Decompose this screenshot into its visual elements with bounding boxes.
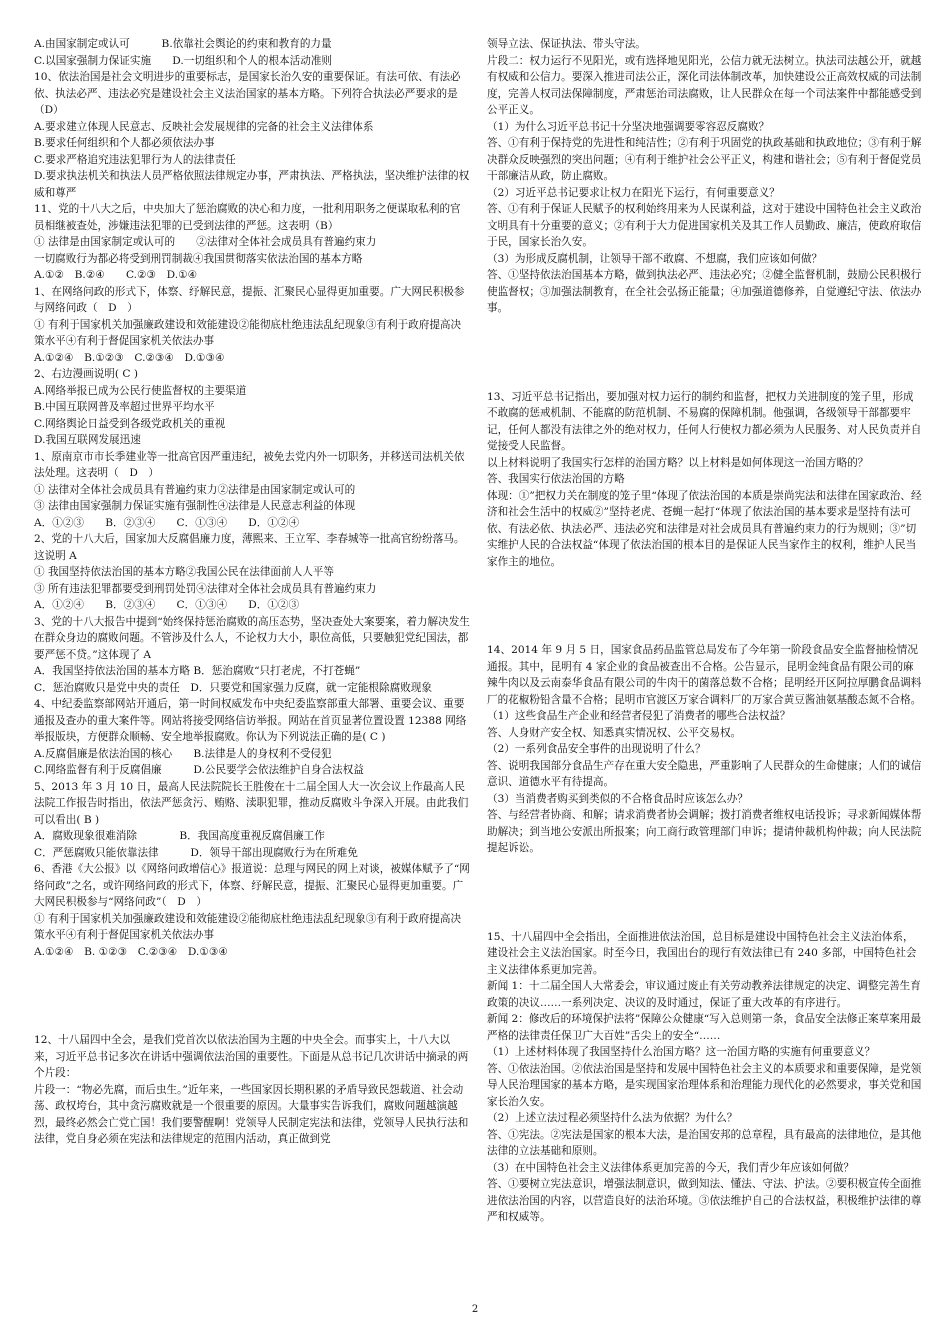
text-line: 15、十八届四中全会指出，全面推进依法治国，总目标是建设中国特色社会主义法治体系，建设社会主义法治国家。时至今日，我国出台的现行有效法律已有 240 多部，中国特色社会主义法律体系更加完善。 bbox=[487, 930, 917, 976]
text-line: （3）在中国特色社会主义法律体系更加完善的今天，我们青少年应该如何做？ bbox=[487, 1161, 854, 1174]
text-line: A.由国家制定或认可 B.依靠社会舆论的约束和教育的力量 bbox=[34, 38, 332, 50]
text-line: A．腐败现象很难消除 B．我国高度重视反腐倡廉工作 bbox=[34, 830, 325, 842]
text-line: （1）上述材料体现了我国坚持什么治国方略？这一治国方略的实施有何重要意义？ bbox=[487, 1046, 876, 1058]
text-line: 答、人身财产安全权、知悉真实情况权、公平交易权。 bbox=[487, 726, 742, 739]
text-line: A.网络举报已成为公民行使监督权的主要渠道 bbox=[34, 384, 247, 397]
text-line: 答、①有利于保持党的先进性和纯洁性；②有利于巩固党的执政基础和执政地位；③有利于解决群众反映强烈的突出问题；④有利于维护社会公平正义，构建和谐社会；⑤有利于督促党员干部廉洁从政，防止腐败。 bbox=[487, 137, 922, 182]
text-line: A.①②④ B. ①②③ C.②③④ D.①③④ bbox=[34, 945, 228, 958]
text-line: A.①② B.②④ C.②③ D.①④ bbox=[34, 269, 198, 281]
text-line: （2）一系列食品安全事件的出现说明了什么？ bbox=[487, 743, 706, 755]
text-line: A.要求建立体现人民意志、反映社会发展规律的完备的社会主义法律体系 bbox=[34, 120, 374, 133]
text-line: 答、①依法治国。②依法治国是坚持和发展中国特色社会主义的本质要求和重要保障，是党领导人民治理国家的基本方略，是实现国家治理体系和治理能力现代化的必然要求，事关党和国家长治久安。 bbox=[487, 1062, 922, 1108]
text-line: 1、原南京市市长季建业等一批高官因严重违纪，被免去党内外一切职务，并移送司法机关依法处理。这表明（ D ） bbox=[34, 450, 465, 479]
text-line: 新闻 1：十二届全国人大常委会，审议通过废止有关劳动教养法律规定的决定、调整完善生育政策的决议……一系列决定、决议的及时通过，保证了重大改革的有序进行。 bbox=[487, 980, 921, 1009]
text-line: 答、①要树立宪法意识，增强法制意识，做到知法、懂法、守法、护法。②要积极宣传全面推进依法治国的内容，以营造良好的法治环境。③依法维护自己的合法权益，积极维护法律的尊严和权威等。 bbox=[487, 1178, 922, 1223]
text-line: 2、右边漫画说明( C ) bbox=[34, 368, 139, 380]
text-line: 6、香港《大公报》以《网络问政增信心》报道说：总理与网民的网上对谈，被媒体赋予了“网络问政”之名，或许网络问政的形式下，体察、纾解民意，提振、汇聚民心显得更加重要。广大网民积极参与“网络问政”（ D ） bbox=[34, 863, 470, 908]
text-line: 以上材料说明了我国实行怎样的治国方略？以上材料是如何体现这一治国方略的？ bbox=[487, 456, 869, 469]
text-line: ① 有利于国家机关加强廉政建设和效能建设②能彻底杜绝违法乱纪现象③有利于政府提高决策水平④有利于督促国家机关依法办事 bbox=[34, 318, 462, 347]
text-line: 答、我国实行依法治国的方略 bbox=[487, 473, 625, 485]
text-line: C．惩治腐败只是党中央的责任 D．只要党和国家强力反腐，就一定能根除腐败现象 bbox=[34, 681, 432, 694]
text-line: A.反腐倡廉是依法治国的核心 B.法律是人的身权利不受侵犯 bbox=[34, 747, 332, 760]
text-line: （3）当消费者购买到类似的不合格食品时应该怎么办？ bbox=[487, 792, 748, 805]
text-line: A．①②④ B．②③④ C．①③④ D．①②③ bbox=[34, 599, 300, 611]
text-line: D.要求执法机关和执法人员严格依照法律规定办事，严肃执法、严格执法，坚决维护法律的权威和尊严 bbox=[34, 170, 470, 199]
text-line: 5、2013 年 3 月 10 日，最高人民法院院长王胜俊在十二届全国人大一次会议上作最高人民法院工作报告时指出，依法严惩贪污、贿赂、渎职犯罪，推动反腐败斗争深入开展。由此我们可以看出( B ) bbox=[34, 780, 469, 826]
text-line: 4、中纪委监察部网站开通后，第一时间权威发布中央纪委监察部重大部署、重要会议、重要通报及查办的重大案件等。网站将接受网络信访举报。网站在首页显著位置设置 12388 网络举报版块，方便群众顺畅、安全地举报腐败。你认为下列说法正确的是( C ) bbox=[34, 698, 467, 743]
section-gap bbox=[487, 317, 923, 389]
text-line: ① 法律对全体社会成员具有普遍约束力②法律是由国家制定或认可的 bbox=[34, 483, 356, 496]
text-line: 答、①坚持依法治国基本方略，做到执法必严、违法必究；②健全监督机制，鼓励公民积极行使监督权；③加强法制教育，在全社会弘扬正能量；④加强道德修养，自觉遵纪守法、依法办事。 bbox=[487, 269, 922, 314]
left-column bbox=[34, 36, 470, 1148]
section-gap bbox=[487, 570, 923, 642]
text-line: 领导立法、保证执法、带头守法。 bbox=[487, 38, 646, 50]
text-line: C.网络监督有利于反腐倡廉 D.公民要学会依法维护自身合法权益 bbox=[34, 764, 364, 776]
text-line: 答、①宪法。②宪法是国家的根本大法，是治国安邦的总章程，具有最高的法律地位，是其他法律的立法基础和原则。 bbox=[487, 1128, 922, 1157]
text-line: 14、2014 年 9 月 5 日，国家食品药品监管总局发布了今年第一阶段食品安全监督抽检情况通报。其中，昆明有 4 家企业的食品被查出不合格。公告显示，昆明金纯食品有限公司的麻辣牛肉以及云南泰华食品有限公司的牛肉干的菌落总数不合格；昆明经开区阿拉厚鹏食品调料厂的花椒粉铅含量不合格；昆明市官渡区万家合调料厂的万家合黄豆酱油氨基酸态氮不合格。 bbox=[487, 644, 922, 706]
page-number: 2 bbox=[471, 1304, 479, 1315]
text-line: ① 有利于国家机关加强廉政建设和效能建设②能彻底杜绝违法乱纪现象③有利于政府提高决策水平④有利于督促国家机关依法办事 bbox=[34, 912, 462, 941]
text-line: 片段二：权力运行不见阳光，或有选择地见阳光，公信力就无法树立。执法司法越公开，就越有权威和公信力。要深入推进司法公正，深化司法体制改革，加快建设公正高效权威的司法制度，完善人权司法保障制度，严肃惩治司法腐败，让人民群众在每一个司法案件中都能感受到公平正义。 bbox=[487, 54, 922, 116]
text-line: 12、十八届四中全会，是我们党首次以依法治国为主题的中央全会。而事实上，十八大以来，习近平总书记多次在讲话中强调依法治国的重要性。下面是从总书记几次讲话中摘录的两个片段： bbox=[34, 1034, 469, 1079]
text-line: 2、党的十八大后，国家加大反腐倡廉力度，薄熙来、王立军、李春城等一批高官纷纷落马。这说明 A bbox=[34, 533, 465, 562]
text-line: C.网络舆论日益受到各级党政机关的重视 bbox=[34, 417, 226, 430]
text-line: 13、习近平总书记指出，要加强对权力运行的制约和监督，把权力关进制度的笼子里，形成不敢腐的惩戒机制、不能腐的防范机制、不易腐的保障机制。他强调，各级领导干部都要牢记，任何人都没有法律之外的绝对权力，任何人行使权力都必须为人民服务、对人民负责并自觉接受人民监督。 bbox=[487, 390, 922, 452]
text-line: ③ 所有违法犯罪都要受到刑罚处罚④法律对全体社会成员具有普遍约束力 bbox=[34, 582, 377, 595]
text-line: 10、依法治国是社会文明进步的重要标志，是国家长治久安的重要保证。有法可依、有法必依、执法必严、违法必究是建设社会主义法治国家的基本方略。下列符合执法必严要求的是（D） bbox=[34, 71, 461, 116]
text-line: B.要求任何组织和个人都必须依法办事 bbox=[34, 137, 215, 149]
text-line: 答、说明我国部分食品生产存在重大安全隐患，严重影响了人民群众的生命健康；人们的诚信意识、道德水平有待提高。 bbox=[487, 759, 922, 788]
right-column bbox=[487, 36, 923, 1226]
text-line: 3、党的十八大报告中提到“始终保持惩治腐败的高压态势，坚决查处大案要案，着力解决发生在群众身边的腐败问题。不管涉及什么人，不论权力大小，职位高低，只要触犯党纪国法，都要严惩不贷。”这体现了 A bbox=[34, 615, 470, 661]
text-line: 一切腐败行为都必将受到刑罚制裁④我国贯彻落实依法治国的基本方略 bbox=[34, 252, 363, 265]
text-line: A．①②③ B．②③④ C．①③④ D．①②④ bbox=[34, 516, 300, 529]
text-line: 体现：①”把权力关在制度的笼子里“体现了依法治国的本质是崇尚宪法和法律在国家政治、经济和社会生活中的权威②”坚持老虎、苍蝇一起打“体现了依法治国的基本要求是坚持有法可依、有法必依、执法必严、违法必究和法律是对社会成员具有普遍约束力的行为规则；③”切实维护人民的合法权益“体现了依法治国的根本目的是保证人民当家作主的权利，维护人民当家作主的地位。 bbox=[487, 489, 922, 568]
text-line: ③ 法律由国家强制力保证实施有强制性④法律是人民意志利益的体现 bbox=[34, 500, 356, 512]
text-line: C.要求严格追究违法犯罪行为人的法律责任 bbox=[34, 153, 236, 166]
text-line: 11、党的十八大之后，中央加大了惩治腐败的决心和力度，一批利用职务之便谋取私利的官员相继被查处，涉嫌违法犯罪的已受到法律的严惩。这表明（B） bbox=[34, 203, 461, 232]
section-gap bbox=[34, 960, 470, 1032]
text-line: （2）上述立法过程必须坚持什么法为依据？为什么？ bbox=[487, 1112, 738, 1124]
text-line: 片段一：“物必先腐，而后虫生。”近年来，一些国家因长期积累的矛盾导致民怨载道、社会动荡、政权垮台，其中贪污腐败就是一个很重要的原因。大量事实告诉我们，腐败问题越演越烈，最终必然会亡党亡国！我们要警醒啊！党领导人民制定宪法和法律，党领导人民执行法和法律，党自身必须在宪法和法律规定的范围内活动，真正做到党 bbox=[34, 1083, 469, 1145]
text-line: （3）为形成反腐机制，让领导干部不敢腐、不想腐，我们应该如何做？ bbox=[487, 252, 823, 265]
section-gap bbox=[487, 857, 923, 929]
text-line: A．我国坚持依法治国的基本方略 B．惩治腐败“只打老虎，不打苍蝇” bbox=[34, 665, 361, 677]
text-line: 新闻 2：修改后的环境保护法将”保障公众健康“写入总则第一条，食品安全法修正案草案用最严格的法律责任保卫广大百姓”舌尖上的安全“…… bbox=[487, 1013, 922, 1042]
text-line: 答、与经营者协商、和解；请求消费者协会调解；拨打消费者维权电话投诉；寻求新闻媒体帮助解决；到当地公安派出所报案；向工商行政管理部门申诉；提请仲裁机构仲裁；向人民法院提起诉讼。 bbox=[487, 809, 922, 854]
text-line: （1）这些食品生产企业和经营者侵犯了消费者的哪些合法权益？ bbox=[487, 710, 791, 722]
text-line: D.我国互联网发展迅速 bbox=[34, 434, 141, 446]
text-line: C．严惩腐败只能依靠法律 D．领导干部出现腐败行为在所难免 bbox=[34, 846, 358, 859]
text-line: 1、在网络问政的形式下，体察、纾解民意，提振、汇聚民心显得更加重要。广大网民积极参与网络问政（ D ） bbox=[34, 285, 465, 314]
text-line: A.①②④ B.①②③ C.②③④ D.①③④ bbox=[34, 351, 225, 364]
text-line: C.以国家强制力保证实施 D.一切组织和个人的根本活动准则 bbox=[34, 54, 333, 67]
text-line: B.中国互联网普及率超过世界平均水平 bbox=[34, 401, 215, 413]
text-line: （1）为什么习近平总书记十分坚决地强调要零容忍反腐败？ bbox=[487, 120, 770, 133]
text-line: ① 我国坚持依法治国的基本方略②我国公民在法律面前人人平等 bbox=[34, 566, 334, 578]
text-line: ① 法律是由国家制定或认可的 ②法律对全体社会成员具有普遍约束力 bbox=[34, 236, 377, 248]
text-line: 答、①有利于保证人民赋予的权利始终用来为人民谋利益，这对于建设中国特色社会主义政治文明具有十分重要的意义；②有利于大力促进国家机关及其工作人员勤政、廉洁，使政府取信于民，国家长治久安。 bbox=[487, 203, 922, 248]
text-line: （2）习近平总书记要求让权力在阳光下运行，有何重要意义？ bbox=[487, 186, 780, 199]
